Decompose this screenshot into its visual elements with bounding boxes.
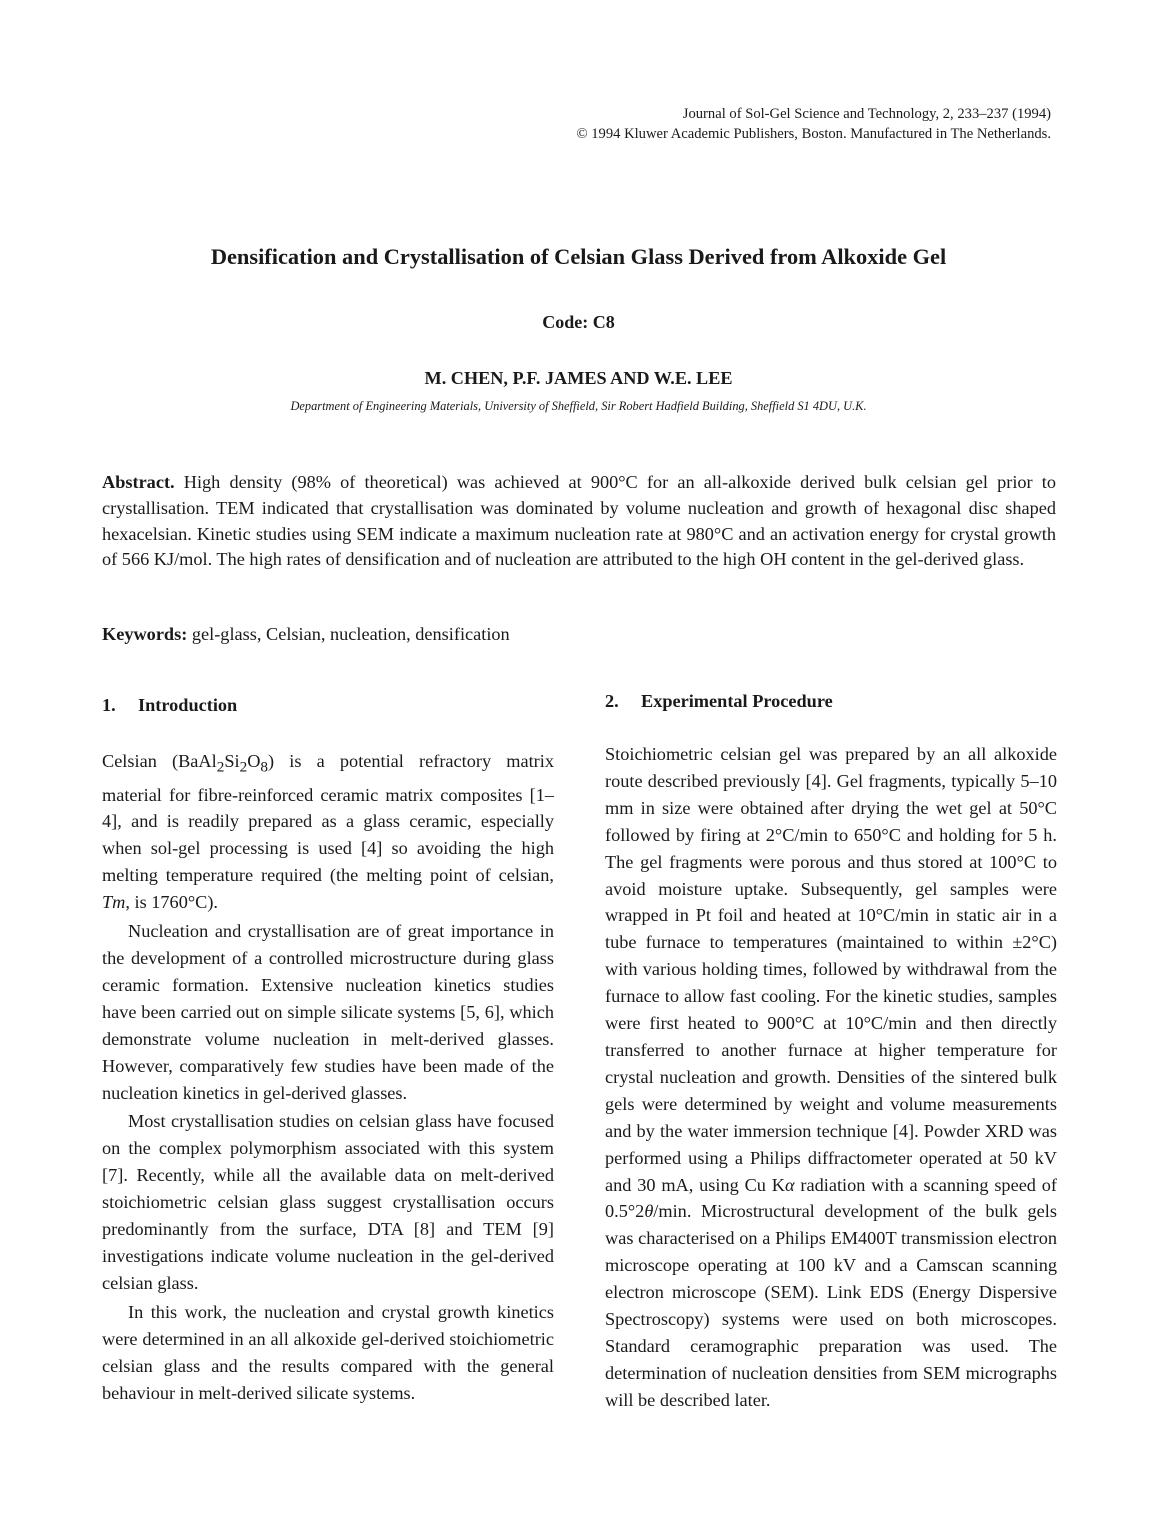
experimental-paragraph: Stoichiometric celsian gel was prepared by an all alkoxide route described previously [4]. Gel fragments, typically 5–10 mm in size were obtained after drying the wet gel at 50°C followed by firing at 2°C/min to 650°C and holding for 5 h. The gel fragments were porous and thus stored at 100°C to avoid moisture uptake. Subsequently, gel samples were wrapped in Pt foil and heated at 10°C/min in static air in a tube furnace to temperatures (maintained to within ±2°C) with various holding times, followed by withdrawal from the furnace to allow fast cooling. For the kinetic studies, samples were first heated to 900°C at 10°C/min and then directly transferred to another furnace at higher temperature for crystal nucleation and growth. Densities of the sintered bulk gels were determined by weight and volume measurements and by the water immersion technique [4]. Powder XRD was performed using a Philips diffractometer operated at 50 kV and 30 mA, using Cu Kα radiation with a scanning speed of 0.5°2θ/min. Microstructural development of the bulk gels was characterised on a Philips EM400T transmission electron microscope operating at 100 kV and a Camscan scanning electron microscope (SEM). Link EDS (Energy Dispersive Spectroscopy) systems were used on both microscopes. Standard ceramographic preparation was used. The determination of nucleation densities from SEM micrographs will be described later. [605, 744, 1058, 1410]
abstract-label: Abstract. [102, 472, 175, 492]
journal-header [577, 104, 1051, 144]
affiliation: Department of Engineering Materials, University of Sheffield, Sir Robert Hadfield Building, Sheffield S1 4DU, U.K. [290, 399, 867, 413]
section-number: 1. [102, 695, 116, 715]
section-title: Introduction [138, 695, 238, 715]
intro-paragraph: Nucleation and crystallisation are of great importance in the development of a controlled microstructure during glass ceramic formation. Extensive nucleation kinetics studies have been carried out on simple silicate systems [5, 6], which demonstrate volume nucleation in melt-derived glasses. However, comparatively few studies have been made of the nucleation kinetics in gel-derived glasses. [102, 921, 554, 1103]
keywords [102, 624, 510, 645]
section-heading-experimental [605, 686, 1057, 716]
section-title: Experimental Procedure [641, 691, 833, 711]
column-right [605, 686, 1057, 1414]
keywords-label: Keywords: [102, 624, 188, 644]
journal-citation: Journal of Sol-Gel Science and Technology, 2, 233–237 (1994) [682, 106, 1051, 122]
copyright-line: © 1994 Kluwer Academic Publishers, Boston. Manufactured in The Netherlands. [576, 126, 1051, 142]
section-number: 2. [605, 691, 619, 711]
paper-title: Densification and Crystallisation of Celsian Glass Derived from Alkoxide Gel [210, 244, 947, 269]
abstract-text: High density (98% of theoretical) was achieved at 900°C for an all-alkoxide derived bulk celsian gel prior to crystallisation. TEM indicated that crystallisation was dominated by volume nucleation and growth of hexagonal disc shaped hexacelsian. Kinetic studies using SEM indicate a maximum nucleation rate at 980°C and an activation energy for crystal growth of 566 KJ/mol. The high rates of densification and of nucleation are attributed to the high OH content in the gel-derived glass. [102, 472, 1056, 570]
paper-code: Code: C8 [542, 312, 615, 332]
keywords-text: gel-glass, Celsian, nucleation, densification [191, 624, 510, 644]
intro-paragraph: Celsian $(BaAl_2Si_2O_8)$ is a potential refractory matrix material for fibre-reinforced ceramic matrix composites [1–4], and is readily prepared as a glass ceramic, especially when sol-gel processing is used [4] so avoiding the high melting temperature required (the melting point of celsian, Tm, is 1760°C). [102, 751, 554, 913]
abstract [102, 470, 1056, 573]
intro-paragraph: In this work, the nucleation and crystal growth kinetics were determined in an all alkoxide gel-derived stoichiometric celsian glass and the results compared with the general behaviour in melt-derived silicate systems. [102, 1301, 554, 1403]
authors: M. CHEN, P.F. JAMES AND W.E. LEE [424, 368, 733, 388]
intro-paragraph: Most crystallisation studies on celsian glass have focused on the complex polymorphism associated with this system [7]. Recently, while all the available data on melt-derived stoichiometric celsian glass suggest crystallisation occurs predominantly from the surface, DTA [8] and TEM [9] investigations indicate volume nucleation in the gel-derived celsian glass. [102, 1111, 554, 1293]
column-left [102, 690, 554, 1406]
section-heading-introduction [102, 690, 554, 720]
